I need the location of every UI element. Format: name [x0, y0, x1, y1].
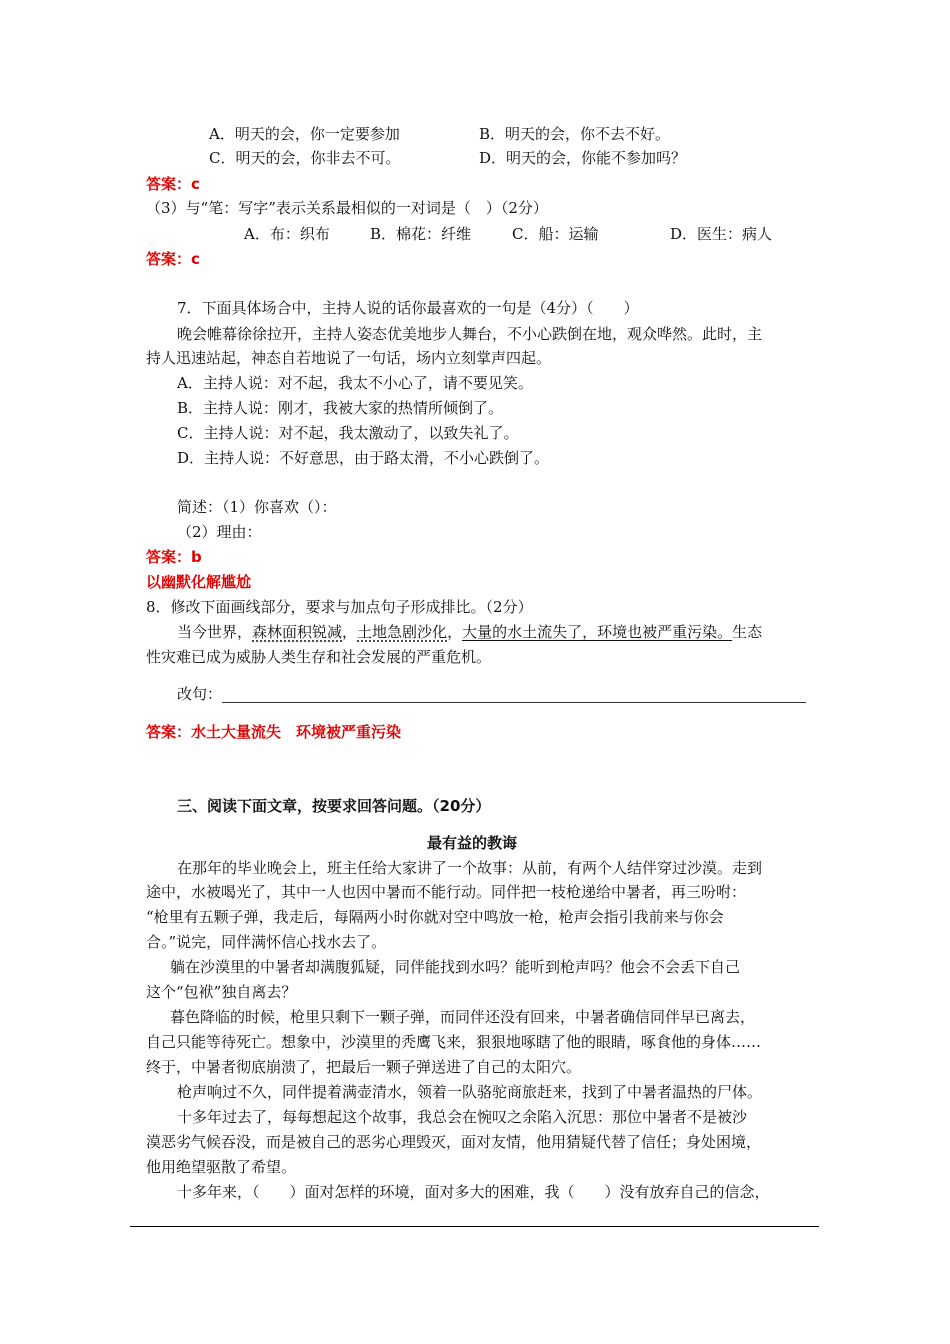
q6-answer-1: 答案：c: [146, 175, 200, 193]
q8-text-lead: 当今世界，: [177, 623, 253, 641]
section3-heading: 三、阅读下面文章，按要求回答问题。（20分）: [177, 797, 491, 815]
q8-underlined-phrase: 大量的水土流失了，环境也被严重污染。: [462, 623, 733, 641]
q6-option-d: D．明天的会，你能不参加吗？: [479, 149, 687, 167]
article-line: 在那年的毕业晚会上，班主任给大家讲了一个故事：从前，有两个人结伴穿过沙漠。走到: [177, 859, 763, 877]
q6-answer-2: 答案：c: [146, 250, 200, 268]
q8-stem: 8．修改下面画线部分，要求与加点句子形成排比。（2分）: [146, 598, 533, 616]
article-line: 枪声响过不久，同伴提着满壶清水，领着一队骆驼商旅赶来，找到了中暑者温热的尸体。: [177, 1083, 763, 1101]
q7-option-c: C．主持人说：对不起，我太激动了，以致失礼了。: [177, 424, 519, 442]
q8-rewrite-label: 改句：: [177, 685, 223, 703]
q7-reason-prompt: （2）理由：: [177, 523, 262, 541]
q7-option-a: A．主持人说：对不起，我太不小心了，请不要见笑。: [177, 374, 533, 392]
q8-answer: 答案：水土大量流失 环境被严重污染: [146, 723, 402, 741]
article-line: 躺在沙漠里的中暑者却满腹狐疑，同伴能找到水吗？能听到枪声吗？他会不会丢下自己: [170, 958, 741, 976]
q6-option-a: A．明天的会，你一定要参加: [209, 125, 400, 143]
article-line: 合。”说完，同伴满怀信心找水去了。: [146, 933, 387, 951]
article-line: 途中，水被喝光了，其中一人也因中暑而不能行动。同伴把一枝枪递给中暑者，再三吩咐：: [146, 883, 747, 901]
q8-comma-2: ，: [447, 623, 463, 641]
q6-sub3-option-d: D．医生：病人: [670, 225, 773, 243]
q7-brief-prompt: 简述：（1）你喜欢（）：: [177, 498, 337, 516]
q7-answer-note: 以幽默化解尴尬: [146, 573, 252, 591]
article-line: “枪里有五颗子弹，我走后，每隔两小时你就对空中鸣放一枪，枪声会指引我前来与你会: [146, 908, 724, 926]
q8-text-tail: 生态: [732, 623, 763, 641]
q8-passage-line-1: [177, 622, 762, 642]
q6-sub3-option-c: C．船：运输: [512, 225, 599, 243]
article-line: 自己只能等待死亡。想象中，沙漠里的秃鹰飞来，狠狠地啄瞎了他的眼睛，啄食他的身体……: [146, 1033, 762, 1051]
q6-sub3-option-b: B．棉花：纤维: [370, 225, 472, 243]
q6-sub3-stem: （3）与“笔：写字”表示关系最相似的一对词是（ ）（2分）: [146, 199, 548, 217]
q6-option-c: C．明天的会，你非去不可。: [209, 149, 401, 167]
q8-dotted-phrase-2: 土地急剧沙化: [357, 623, 448, 641]
q8-rewrite-answer-line: [222, 702, 806, 703]
article-title: 最有益的教诲: [427, 834, 518, 852]
article-line: 十多年过去了，每每想起这个故事，我总会在惋叹之余陷入沉思：那位中暑者不是被沙: [177, 1108, 748, 1126]
article-line: 他用绝望驱散了希望。: [146, 1158, 297, 1176]
q7-option-b: B．主持人说：刚才，我被大家的热情所倾倒了。: [177, 399, 504, 417]
article-line: 终于，中暑者彻底崩溃了，把最后一颗子弹送进了自己的太阳穴。: [146, 1058, 582, 1076]
q8-passage-line-2: 性灾难已成为威胁人类生存和社会发展的严重危机。: [146, 648, 492, 666]
q8-comma-1: ，: [342, 623, 358, 641]
footer-rule: [130, 1226, 819, 1227]
article-line: 漠恶劣气候吞没，而是被自己的恶劣心理毁灭，面对友情，他用猜疑代替了信任；身处困境，: [146, 1133, 762, 1151]
article-line: 暮色降临的时候，枪里只剩下一颗子弹，而同伴还没有回来，中暑者确信同伴早已离去，: [170, 1008, 756, 1026]
q7-option-d: D．主持人说：不好意思，由于路太滑，不小心跌倒了。: [177, 449, 550, 467]
q7-stem: 7．下面具体场合中，主持人说的话你最喜欢的一句是（4分）（ ）: [177, 299, 639, 317]
article-line: 十多年来，（ ）面对怎样的环境，面对多大的困难，我（ ）没有放弃自己的信念，: [177, 1183, 770, 1201]
q7-passage-line-2: 持人迅速站起，神态自若地说了一句话，场内立刻掌声四起。: [146, 349, 552, 367]
q7-passage-line-1: 晚会帷幕徐徐拉开，主持人姿态优美地步人舞台，不小心跌倒在地，观众哗然。此时，主: [177, 325, 763, 343]
q6-sub3-option-a: A．布：织布: [244, 225, 330, 243]
q6-option-b: B．明天的会，你不去不好。: [479, 125, 671, 143]
q7-answer: 答案：b: [146, 548, 202, 566]
q8-dotted-phrase-1: 森林面积锐减: [252, 623, 343, 641]
article-line: 这个“包袱”独自离去？: [146, 983, 297, 1001]
